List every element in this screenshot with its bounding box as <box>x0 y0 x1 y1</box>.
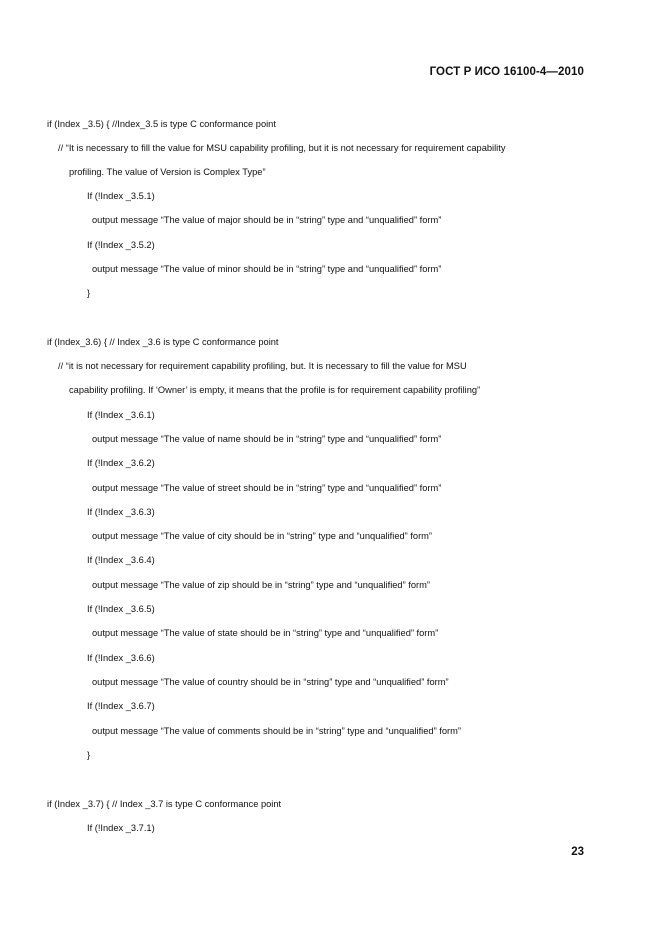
code-line: output message “The value of comments should be in “string” type and “unqualified” form” <box>92 726 461 736</box>
comment-line: // “it is not necessary for requirement capability profiling, but. It is necessary to fill the value for MSU <box>58 361 467 371</box>
closing-brace: } <box>87 288 91 298</box>
code-line: If (!Index _3.6.1) <box>87 410 155 420</box>
code-line: If (!Index _3.5.1) <box>87 191 155 201</box>
comment-line: // “It is necessary to fill the value for MSU capability profiling, but it is not necessary for requirement capability <box>58 143 506 153</box>
code-line: If (!Index _3.6.5) <box>87 604 155 614</box>
code-line: If (!Index _3.6.4) <box>87 555 155 565</box>
code-line: if (Index _3.7) { // Index _3.7 is type C conformance point <box>47 799 282 809</box>
code-line: If (!Index _3.6.6) <box>87 653 155 663</box>
comment-line: capability profiling. If ‘Owner’ is empty, it means that the profile is for requirement capability profiling” <box>69 385 481 395</box>
code-line: output message “The value of city should be in “string” type and “unqualified” form” <box>92 531 433 541</box>
comment-line: profiling. The value of Version is Complex Type” <box>69 167 266 177</box>
code-line: If (!Index _3.6.3) <box>87 507 155 517</box>
code-line: output message “The value of name should be in “string” type and “unqualified” form” <box>92 434 442 444</box>
code-line: If (!Index _3.5.2) <box>87 240 155 250</box>
document-header: ГОСТ Р ИСО 16100-4—2010 <box>429 66 584 78</box>
code-line: output message “The value of street should be in “string” type and “unqualified” form” <box>92 483 442 493</box>
closing-brace: } <box>87 750 91 760</box>
code-line: output message “The value of zip should be in “string” type and “unqualified” form” <box>92 580 430 590</box>
code-line: If (!Index _3.7.1) <box>87 823 155 833</box>
code-line: If (!Index _3.6.7) <box>87 701 155 711</box>
code-line: output message “The value of state should be in “string” type and “unqualified” form” <box>92 628 439 638</box>
code-line: if (Index _3.5) { //Index_3.5 is type C conformance point <box>47 119 276 129</box>
code-line: if (Index_3.6) { // Index _3.6 is type C conformance point <box>47 337 279 347</box>
code-line: output message “The value of minor should be in “string” type and “unqualified” form” <box>92 264 442 274</box>
code-line: output message “The value of major should be in “string” type and “unqualified” form” <box>92 215 442 225</box>
code-line: If (!Index _3.6.2) <box>87 458 155 468</box>
page-number: 23 <box>571 846 584 858</box>
code-line: output message “The value of country should be in “string” type and “unqualified” form” <box>92 677 449 687</box>
